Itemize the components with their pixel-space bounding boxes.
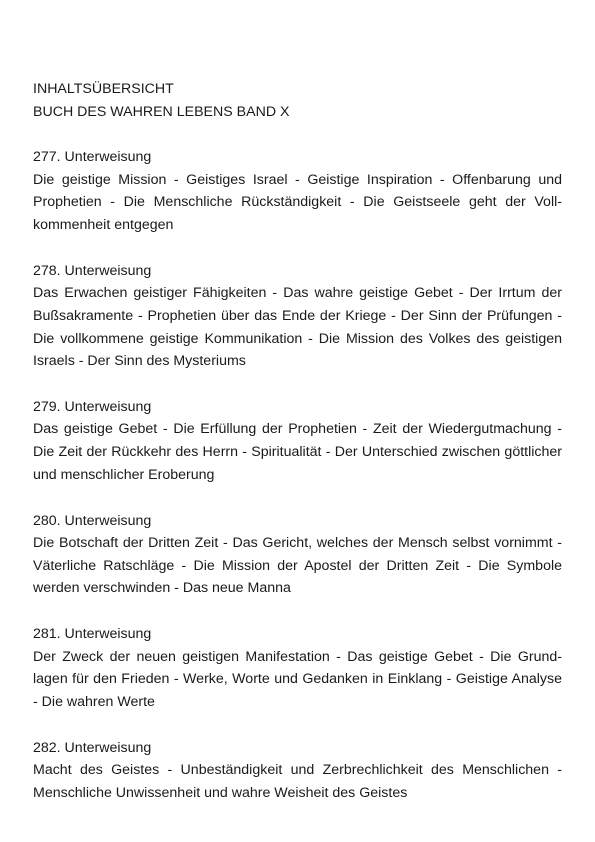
toc-heading: INHALTSÜBERSICHT — [33, 81, 174, 97]
entry-title: 277. Unterweisung — [33, 149, 152, 165]
toc-entry-277 — [33, 146, 562, 237]
toc-entry-278 — [33, 260, 562, 373]
entry-summary: Die Botschaft der Dritten Zeit - Das Gericht, welches der Mensch selbst vornimmt - Väterliche Ratschläge - Die Mission der Apostel der Dritten Zeit - Die Symbole werden verschwinden - Das neue Manna — [33, 535, 562, 597]
toc-entry-282 — [33, 737, 562, 805]
toc-entry-281 — [33, 623, 562, 714]
entry-title: 280. Unterweisung — [33, 512, 152, 529]
entry-title: 279. Unterweisung — [33, 398, 152, 415]
entry-summary: Das geistige Gebet - Die Erfüllung der Prophetien - Zeit der Wiedergutmachung - Die Zeit der Rückkehr des Herrn - Spiritualität - Der Unterschied zwischen göttlicher und menschlicher Eroberung — [33, 421, 562, 483]
table-of-contents — [33, 78, 562, 828]
entry-summary: Das Erwachen geistiger Fähigkeiten - Das wahre geistige Gebet - Der Irrtum der Bußsakramente - Prophetien über das Ende der Kriege - Der Sinn der Prüfungen - Die vollkommene geistige Kommunikation - Die Mission des Volkes des geistigen Israels - Der Sinn des Mysteriums — [33, 285, 562, 370]
book-title: BUCH DES WAHREN LEBENS BAND X — [33, 103, 290, 120]
toc-header — [33, 78, 562, 123]
entry-summary: Der Zweck der neuen geistigen Manifestation - Das geistige Gebet - Die Grundlagen für den Frieden - Werke, Worte und Gedanken in Einklang - Geistige Analyse - Die wahren Werte — [33, 648, 562, 711]
toc-entry-280 — [33, 510, 562, 601]
entry-summary: Die geistige Mission - Geistiges Israel - Geistige Inspiration - Offenbarung und Prophetien - Die Menschliche Rückständigkeit - Die Geistseele geht der Vollkommenheit entgegen — [33, 171, 562, 233]
entry-summary: Macht des Geistes - Unbeständigkeit und Zerbrechlichkeit des Menschlichen - Menschliche Unwissenheit und wahre Weisheit des Geistes — [33, 762, 562, 801]
toc-entry-279 — [33, 396, 562, 487]
entry-title: 281. Unterweisung — [33, 626, 152, 643]
entry-title: 278. Unterweisung — [33, 262, 152, 279]
entry-title: 282. Unterweisung — [33, 739, 152, 756]
